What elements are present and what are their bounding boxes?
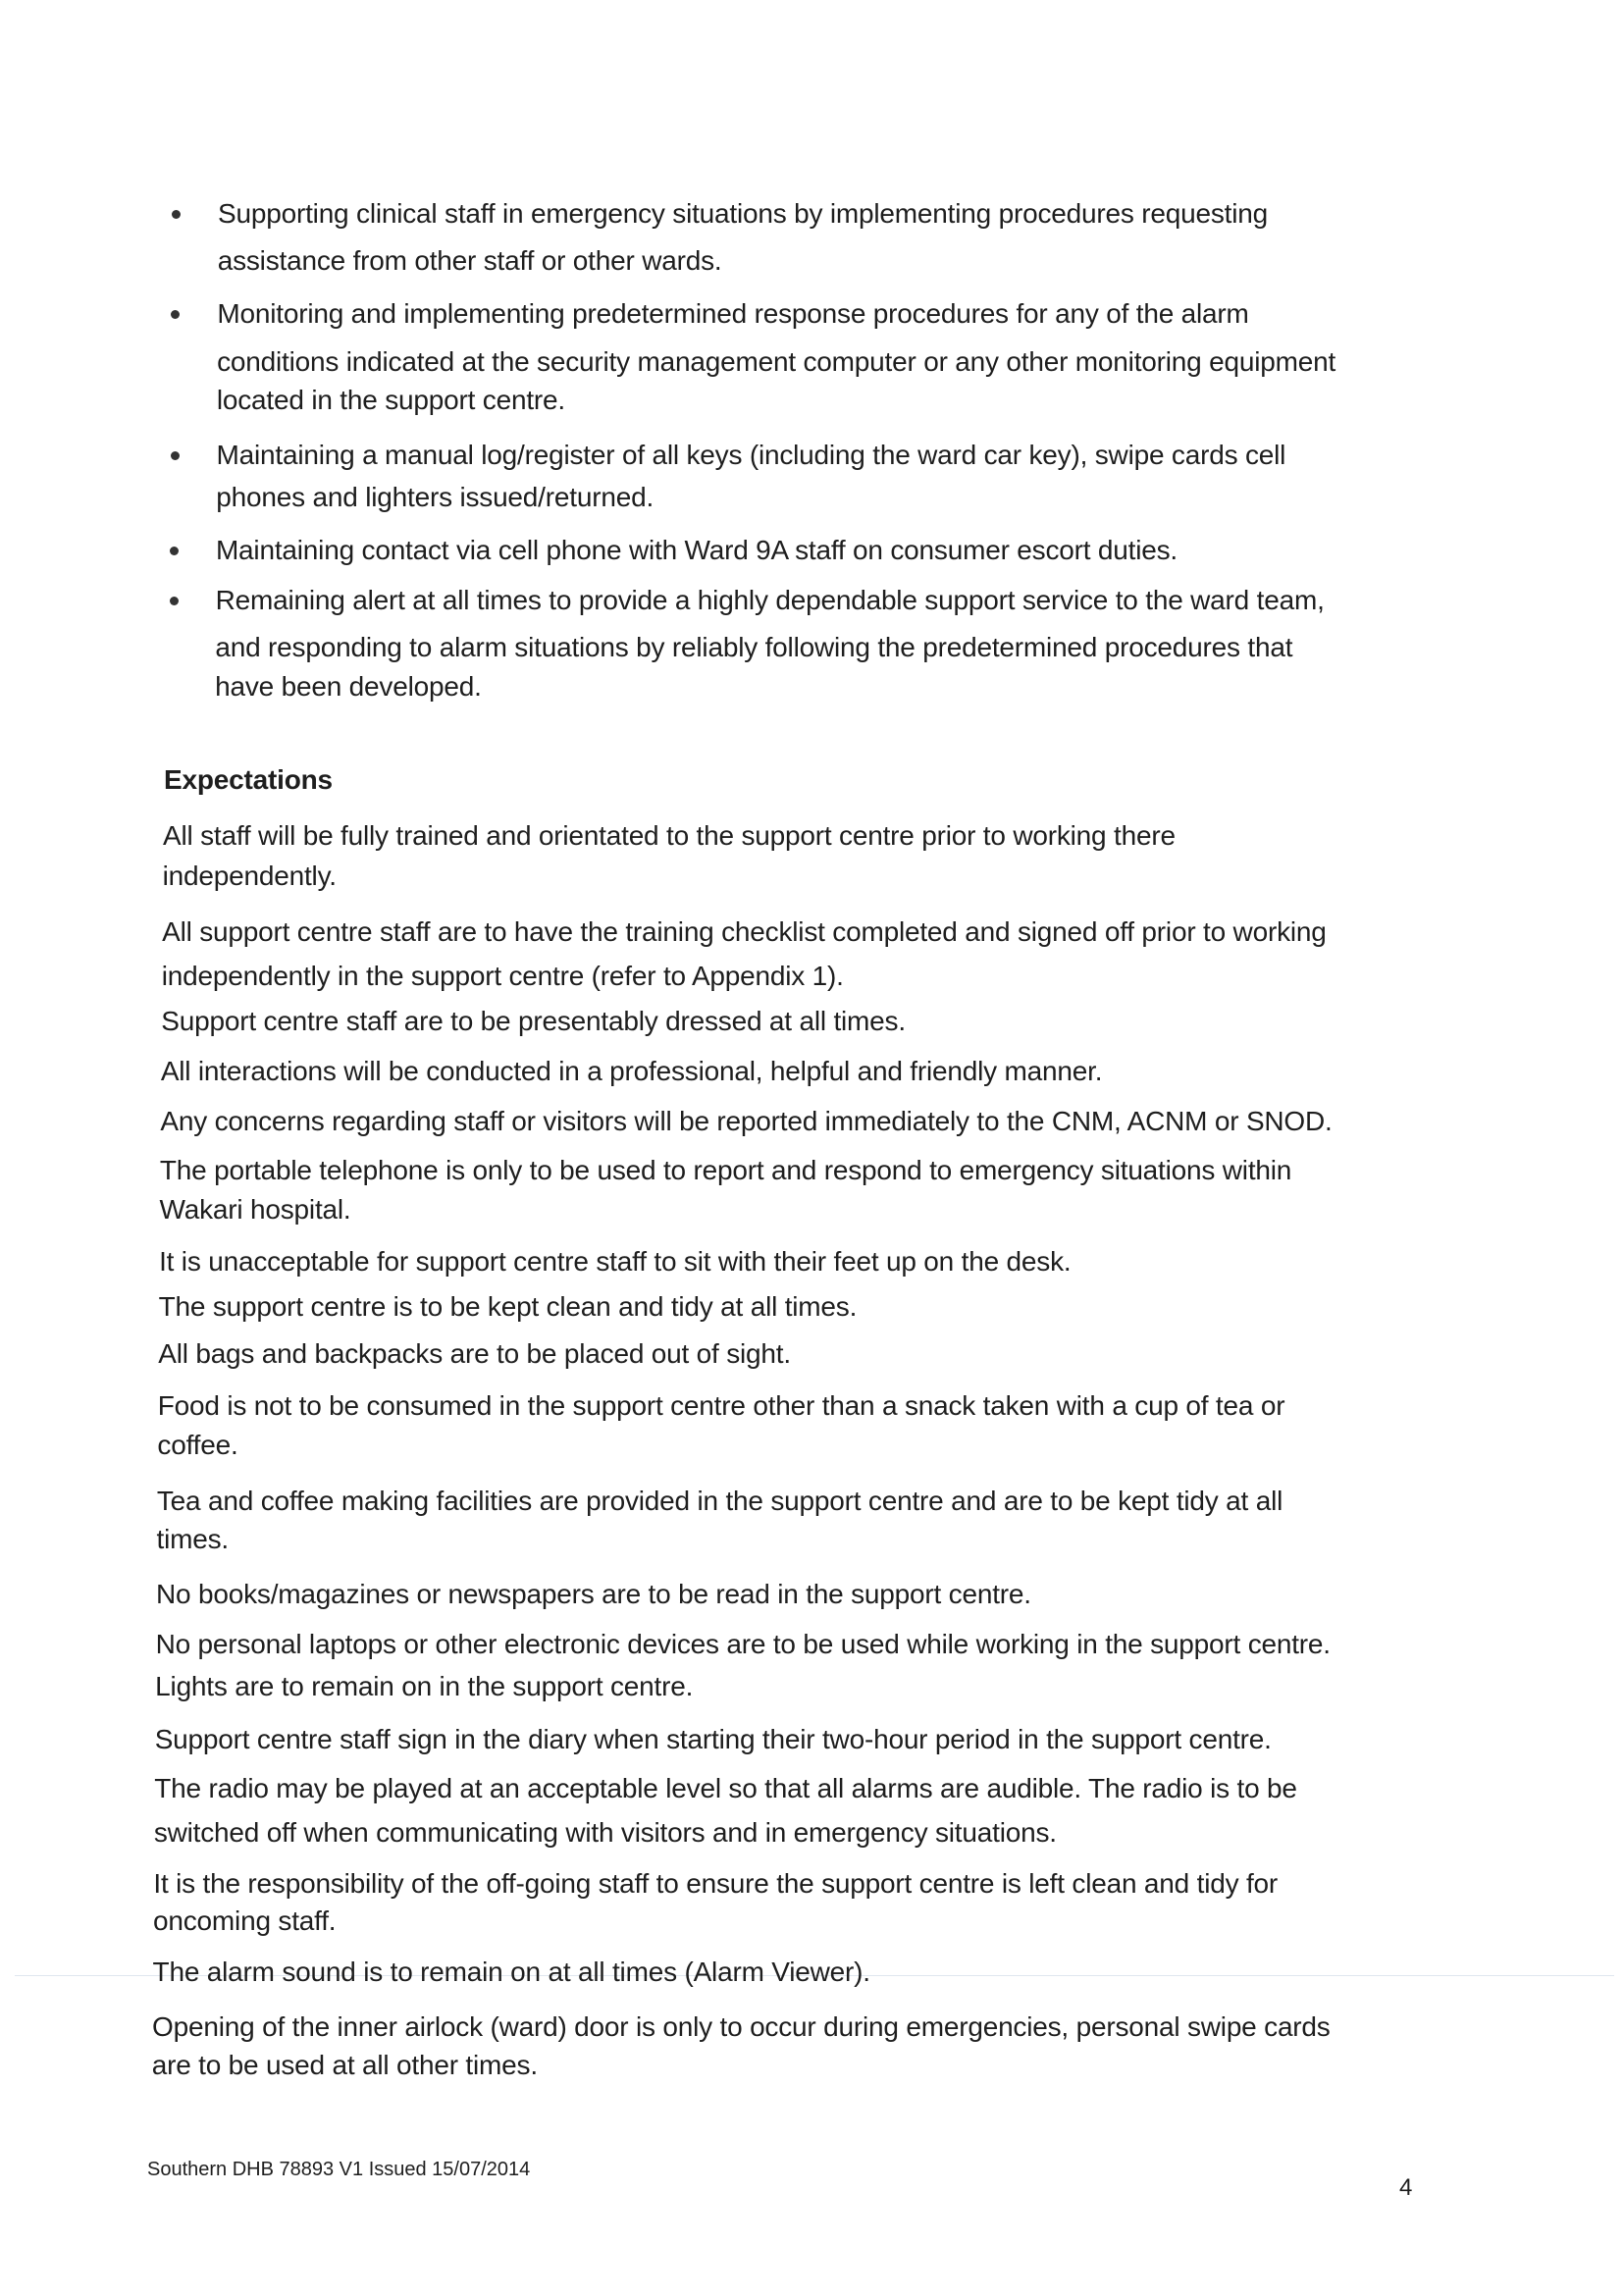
paragraph-text-line: The radio may be played at an acceptable level so that all alarms are audible. The radio is to be [154,1773,1297,1803]
paragraph-text-line: independently in the support centre (refer to Appendix 1). [161,961,844,991]
footer-doc-reference: Southern DHB 78893 V1 Issued 15/07/2014 [147,2159,531,2180]
paragraph-text-line: independently. [162,861,337,891]
paragraph-text-line: All bags and backpacks are to be placed out of sight. [158,1338,791,1369]
paragraph-text-line: are to be used at all other times. [151,2050,538,2080]
paragraph-text-line: Support centre staff are to be presentably dressed at all times. [161,1006,906,1036]
bullet-text-line: Maintaining contact via cell phone with Ward 9A staff on consumer escort duties. [215,535,1178,565]
bullet-text-line: located in the support centre. [216,385,565,415]
bullet-dot-icon [171,310,180,319]
paragraph-text-line: Support centre staff sign in the diary when starting their two-hour period in the support centre. [154,1724,1272,1754]
paragraph-text-line: It is the responsibility of the off-going staff to ensure the support centre is left clean and tidy for [153,1868,1279,1899]
paragraph-text-line: Opening of the inner airlock (ward) door is only to occur during emergencies, personal swipe cards [152,2011,1331,2042]
bullet-text-line: Supporting clinical staff in emergency situations by implementing procedures requesting [218,198,1269,229]
paragraph-text-line: oncoming staff. [153,1905,337,1936]
bullet-text-line: have been developed. [215,671,482,702]
bullet-dot-icon [170,597,179,605]
expectations-heading: Expectations [164,764,333,795]
paragraph-text-line: Lights are to remain on in the support centre. [155,1671,694,1701]
bullet-text-line: phones and lighters issued/returned. [216,482,654,512]
paragraph-text-line: The alarm sound is to remain on at all times (Alarm Viewer). [152,1957,870,1987]
paragraph-text-line: No books/magazines or newspapers are to be read in the support centre. [156,1579,1031,1609]
bullet-text-line: and responding to alarm situations by reliably following the predetermined procedures that [215,632,1293,662]
paragraph-text-line: Wakari hospital. [159,1194,351,1225]
paragraph-text-line: switched off when communicating with visitors and in emergency situations. [153,1817,1057,1848]
paragraph-text-line: The portable telephone is only to be used to report and respond to emergency situations within [159,1155,1292,1185]
paragraph-text-line: All support centre staff are to have the training checklist completed and signed off prior to working [162,916,1327,947]
paragraph-text-line: Food is not to be consumed in the support centre other than a snack taken with a cup of tea or [157,1390,1285,1421]
paragraph-text-line: coffee. [157,1430,238,1460]
paragraph-text-line: No personal laptops or other electronic devices are to be used while working in the support centre. [155,1629,1331,1659]
bullet-dot-icon [171,451,180,460]
bullet-dot-icon [170,547,179,555]
bullet-text-line: assistance from other staff or other wards. [217,245,722,276]
bullet-text-line: Remaining alert at all times to provide a highly dependable support service to the ward team, [215,585,1325,615]
paragraph-text-line: The support centre is to be kept clean and tidy at all times. [158,1291,858,1322]
paragraph-text-line: times. [156,1524,229,1554]
page-number: 4 [1399,2174,1413,2201]
bullet-text-line: conditions indicated at the security management computer or any other monitoring equipment [217,346,1336,377]
bullet-dot-icon [172,210,181,219]
paragraph-text-line: All staff will be fully trained and orientated to the support centre prior to working there [162,820,1176,851]
bullet-text-line: Maintaining a manual log/register of all keys (including the ward car key), swipe cards cell [216,440,1286,470]
bullet-text-line: Monitoring and implementing predetermined response procedures for any of the alarm [217,298,1249,329]
paragraph-text-line: All interactions will be conducted in a professional, helpful and friendly manner. [160,1056,1103,1086]
paragraph-text-line: Tea and coffee making facilities are provided in the support centre and are to be kept tidy at all [156,1486,1283,1516]
paragraph-text-line: It is unacceptable for support centre staff to sit with their feet up on the desk. [159,1246,1072,1277]
paragraph-text-line: Any concerns regarding staff or visitors will be reported immediately to the CNM, ACNM or SNOD. [160,1106,1333,1136]
